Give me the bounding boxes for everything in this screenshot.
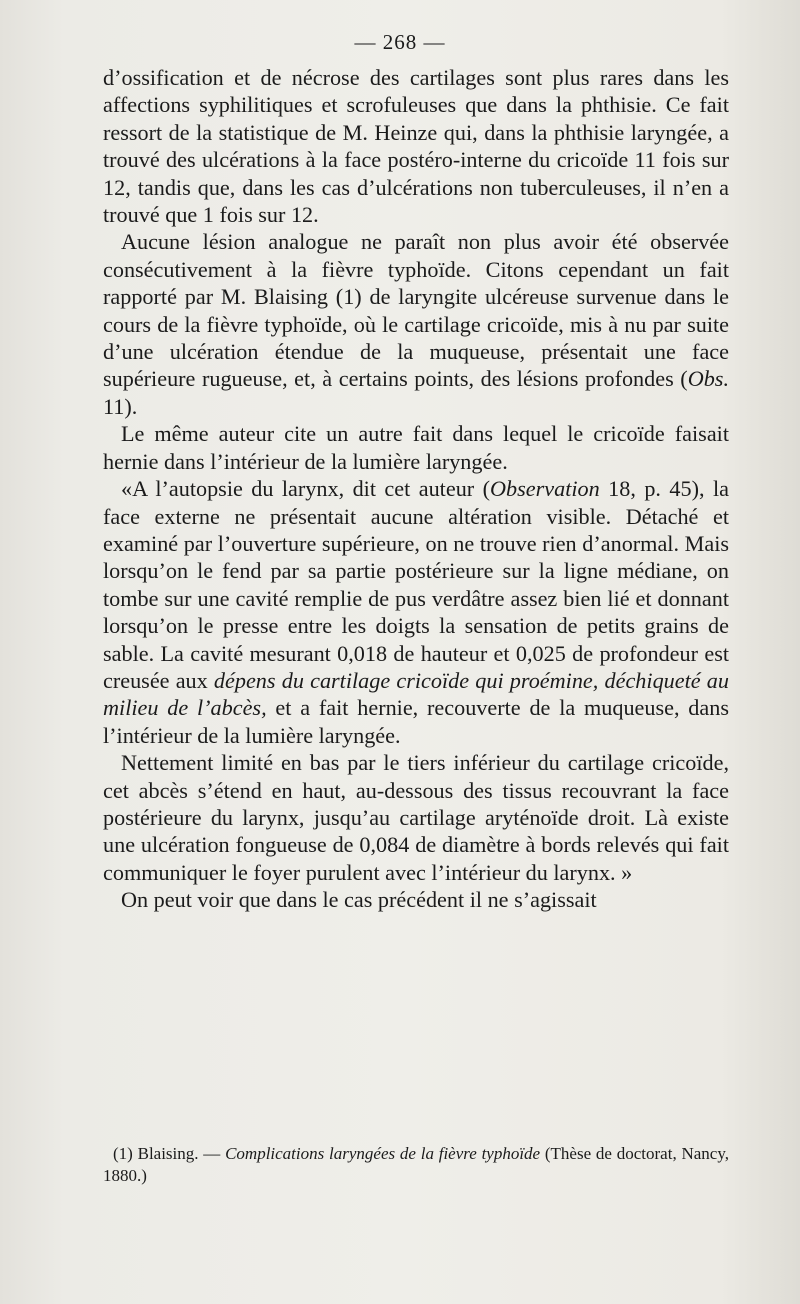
footnote [103,1143,729,1187]
quote-italic: dépens du cartilage cricoïde qui proémine, déchiqueté au milieu de l’abcès, [103,667,729,721]
paragraph-2-text: Aucune lésion analogue ne paraît non plus avoir été observée consécutivement à la fièvre typhoïde. Citons cependant un fait rapporté par M. Blaising (1) de laryngite ulcéreuse survenue dans le cours de la fièvre typhoïde, où le cartilage cricoïde, mis à nu par suite d’une ulcération étendue de la muqueuse, présentait une face supérieure rugueuse, et, à certains points, des lésions profondes ( [103,229,729,392]
paragraph-3: Le même auteur cite un autre fait dans lequel le cricoïde faisait hernie dans l’intérieur de la lumière laryngée. [103,421,729,474]
paragraph-2-end: 11). [103,393,138,419]
footnote-marker: (1) Blaising. — [113,1144,226,1163]
quote-end: et a fait hernie, recouverte de la muqueuse, dans l’intérieur de la lumière laryngée. [103,695,729,748]
obs-reference: Obs. [687,366,729,392]
paragraph-2 [103,228,729,420]
page-number: — 268 — [354,30,446,54]
quote-open: «A l’autopsie du larynx, dit cet auteur ( [121,476,491,502]
quote-paragraph [103,475,729,749]
footnote-title: Complications laryngées de la fièvre typhoïde [225,1144,541,1163]
paragraph-6: On peut voir que dans le cas précédent il ne s’agissait [121,887,597,913]
paragraph-5: Nettement limité en bas par le tiers inférieur du cartilage cricoïde, cet abcès s’étend en haut, au-dessous des tissus recouvrant la face postérieure du larynx, jusqu’au cartilage aryténoïde droit. Là existe une ulcération fongueuse de 0,084 de diamètre à bords relevés qui fait communiquer le foyer purulent avec l’intérieur du larynx. » [103,750,729,885]
observation-reference: Observation [490,476,600,502]
body-text [103,64,729,914]
paragraph-1: d’ossification et de nécrose des cartilages sont plus rares dans les affections syphilitiques et scrofuleuses que dans la phthisie. Ce fait ressort de la statistique de M. Heinze qui, dans la phthisie laryngée, a trouvé des ulcérations à la face postéro-interne du cricoïde 11 fois sur 12, tandis que, dans les cas d’ulcérations non tuberculeuses, il n’en a trouvé que 1 fois sur 12. [103,65,729,228]
footnote-rest: (Thèse de doctorat, Nancy, 1880.) [103,1144,729,1185]
quote-body: 18, p. 45), la face externe ne présentait aucune altération visible. Détaché et examiné par l’ouverture supérieure, on ne trouve rien d’anormal. Mais lorsqu’on le fend par sa partie postérieure sur la ligne médiane, on tombe sur une cavité remplie de pus verdâtre assez bien lié et donnant lorsqu’on le presse entre les doigts la sensation de petits grains de sable. La cavité mesurant 0,018 de hauteur et 0,025 de profondeur est creusée aux [103,476,729,693]
footnote-text [103,1143,729,1187]
